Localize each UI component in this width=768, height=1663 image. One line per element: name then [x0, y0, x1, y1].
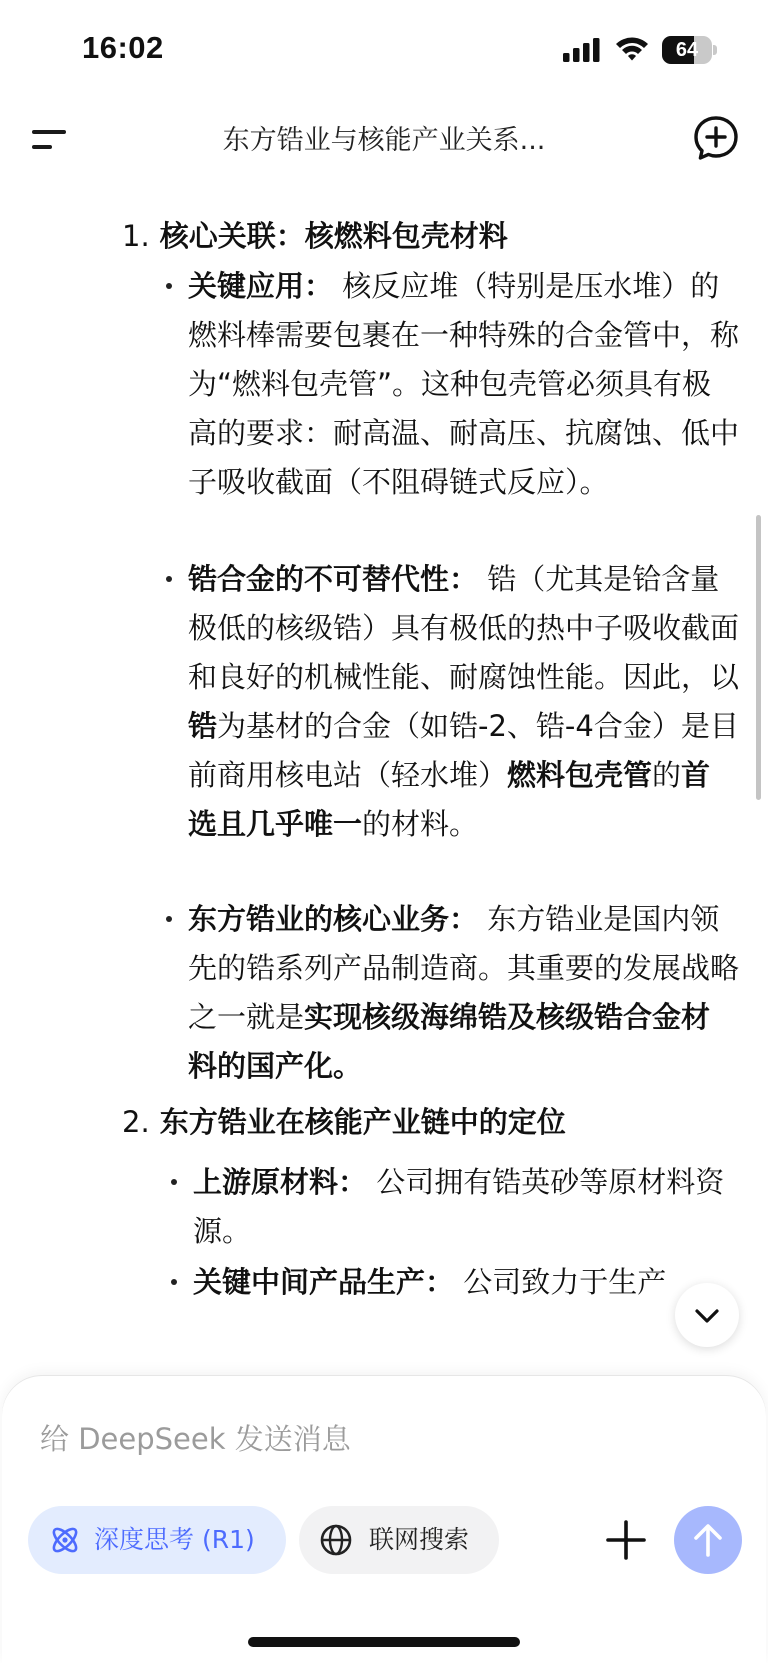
send-button[interactable] — [674, 1506, 742, 1574]
bullet-body: 锆（尤其是铪含量极低的核级锆）具有极低的热中子吸收截面和良好的机械性能、耐腐蚀性能。因此，以 — [188, 562, 740, 694]
bullet-body: 的 — [652, 758, 682, 792]
status-bar — [0, 0, 768, 96]
bullet-label: 上游原材料： — [193, 1165, 368, 1199]
bullet-body: 东方锆业是国内领先的锆系列产品制造商。其重要的发展战略之一就是 — [188, 902, 740, 1034]
cellular-signal-icon — [563, 38, 601, 62]
list-item — [168, 1258, 739, 1307]
web-search-label: 联网搜索 — [369, 1525, 470, 1554]
arrow-up-icon — [691, 1522, 725, 1558]
bullet-bold-text: 实现核级海绵锆及核级锆合金材料的国产化。 — [188, 1000, 711, 1083]
bullet-body: 核反应堆（特别是压水堆）的燃料棒需要包裹在一种特殊的合金管中，称为“燃料包壳管”。这种包壳管必须具有极高的要求：耐高温、耐高压、抗腐蚀、低中子吸收截面（不阻碍链式反应）。 — [188, 269, 740, 499]
menu-icon[interactable] — [28, 118, 72, 158]
bullet-body: 公司致力于生产 — [454, 1265, 667, 1299]
bullet-label: 锆合金的不可替代性： — [188, 562, 479, 596]
home-indicator — [248, 1637, 520, 1647]
message-input[interactable] — [40, 1416, 720, 1462]
section-heading-1: 1. 核心关联：核燃料包壳材料 — [122, 219, 508, 253]
atom-icon — [48, 1523, 82, 1557]
wifi-icon — [614, 34, 650, 62]
add-attachment-button[interactable] — [602, 1516, 650, 1564]
message-content — [0, 200, 768, 1375]
web-search-button[interactable] — [299, 1506, 499, 1574]
bullet-bold-text: 燃料包壳管 — [507, 758, 653, 792]
battery-icon — [662, 36, 716, 64]
deep-think-label: 深度思考 (R1) — [94, 1525, 255, 1554]
bullet-bold-text: 锆 — [188, 709, 218, 743]
scroll-to-bottom-button[interactable] — [675, 1283, 739, 1347]
chat-title: 东方锆业与核能产业关系... — [222, 125, 546, 156]
bullet-label: 关键应用： — [188, 269, 334, 303]
chat-header — [0, 100, 768, 176]
bullet-body: 的材料。 — [362, 807, 479, 841]
list-item — [168, 1158, 739, 1256]
scrollbar-thumb[interactable] — [756, 515, 761, 800]
deep-think-button[interactable] — [28, 1506, 286, 1574]
section-heading-2: 2. 东方锆业在核能产业链中的定位 — [122, 1105, 566, 1139]
bullet-body: 公司拥有锆英砂等原材料资源。 — [193, 1165, 725, 1248]
battery-level: 64 — [675, 39, 699, 61]
chevron-down-icon — [692, 1300, 722, 1330]
bullet-body: 为基材的合金（如锆-2、锆-4合金）是目前商用核电站（轻水堆） — [188, 709, 739, 792]
list-item — [163, 895, 739, 1091]
bullet-label: 东方锆业的核心业务： — [188, 902, 479, 936]
new-chat-icon[interactable] — [692, 114, 740, 162]
bullet-label: 关键中间产品生产： — [193, 1265, 455, 1299]
globe-icon — [319, 1523, 353, 1557]
bullet-bold-text: 首选且几乎唯一 — [188, 758, 711, 841]
status-time: 16:02 — [82, 30, 164, 65]
message-composer — [2, 1376, 766, 1663]
list-item — [163, 555, 739, 849]
list-item — [163, 262, 739, 507]
